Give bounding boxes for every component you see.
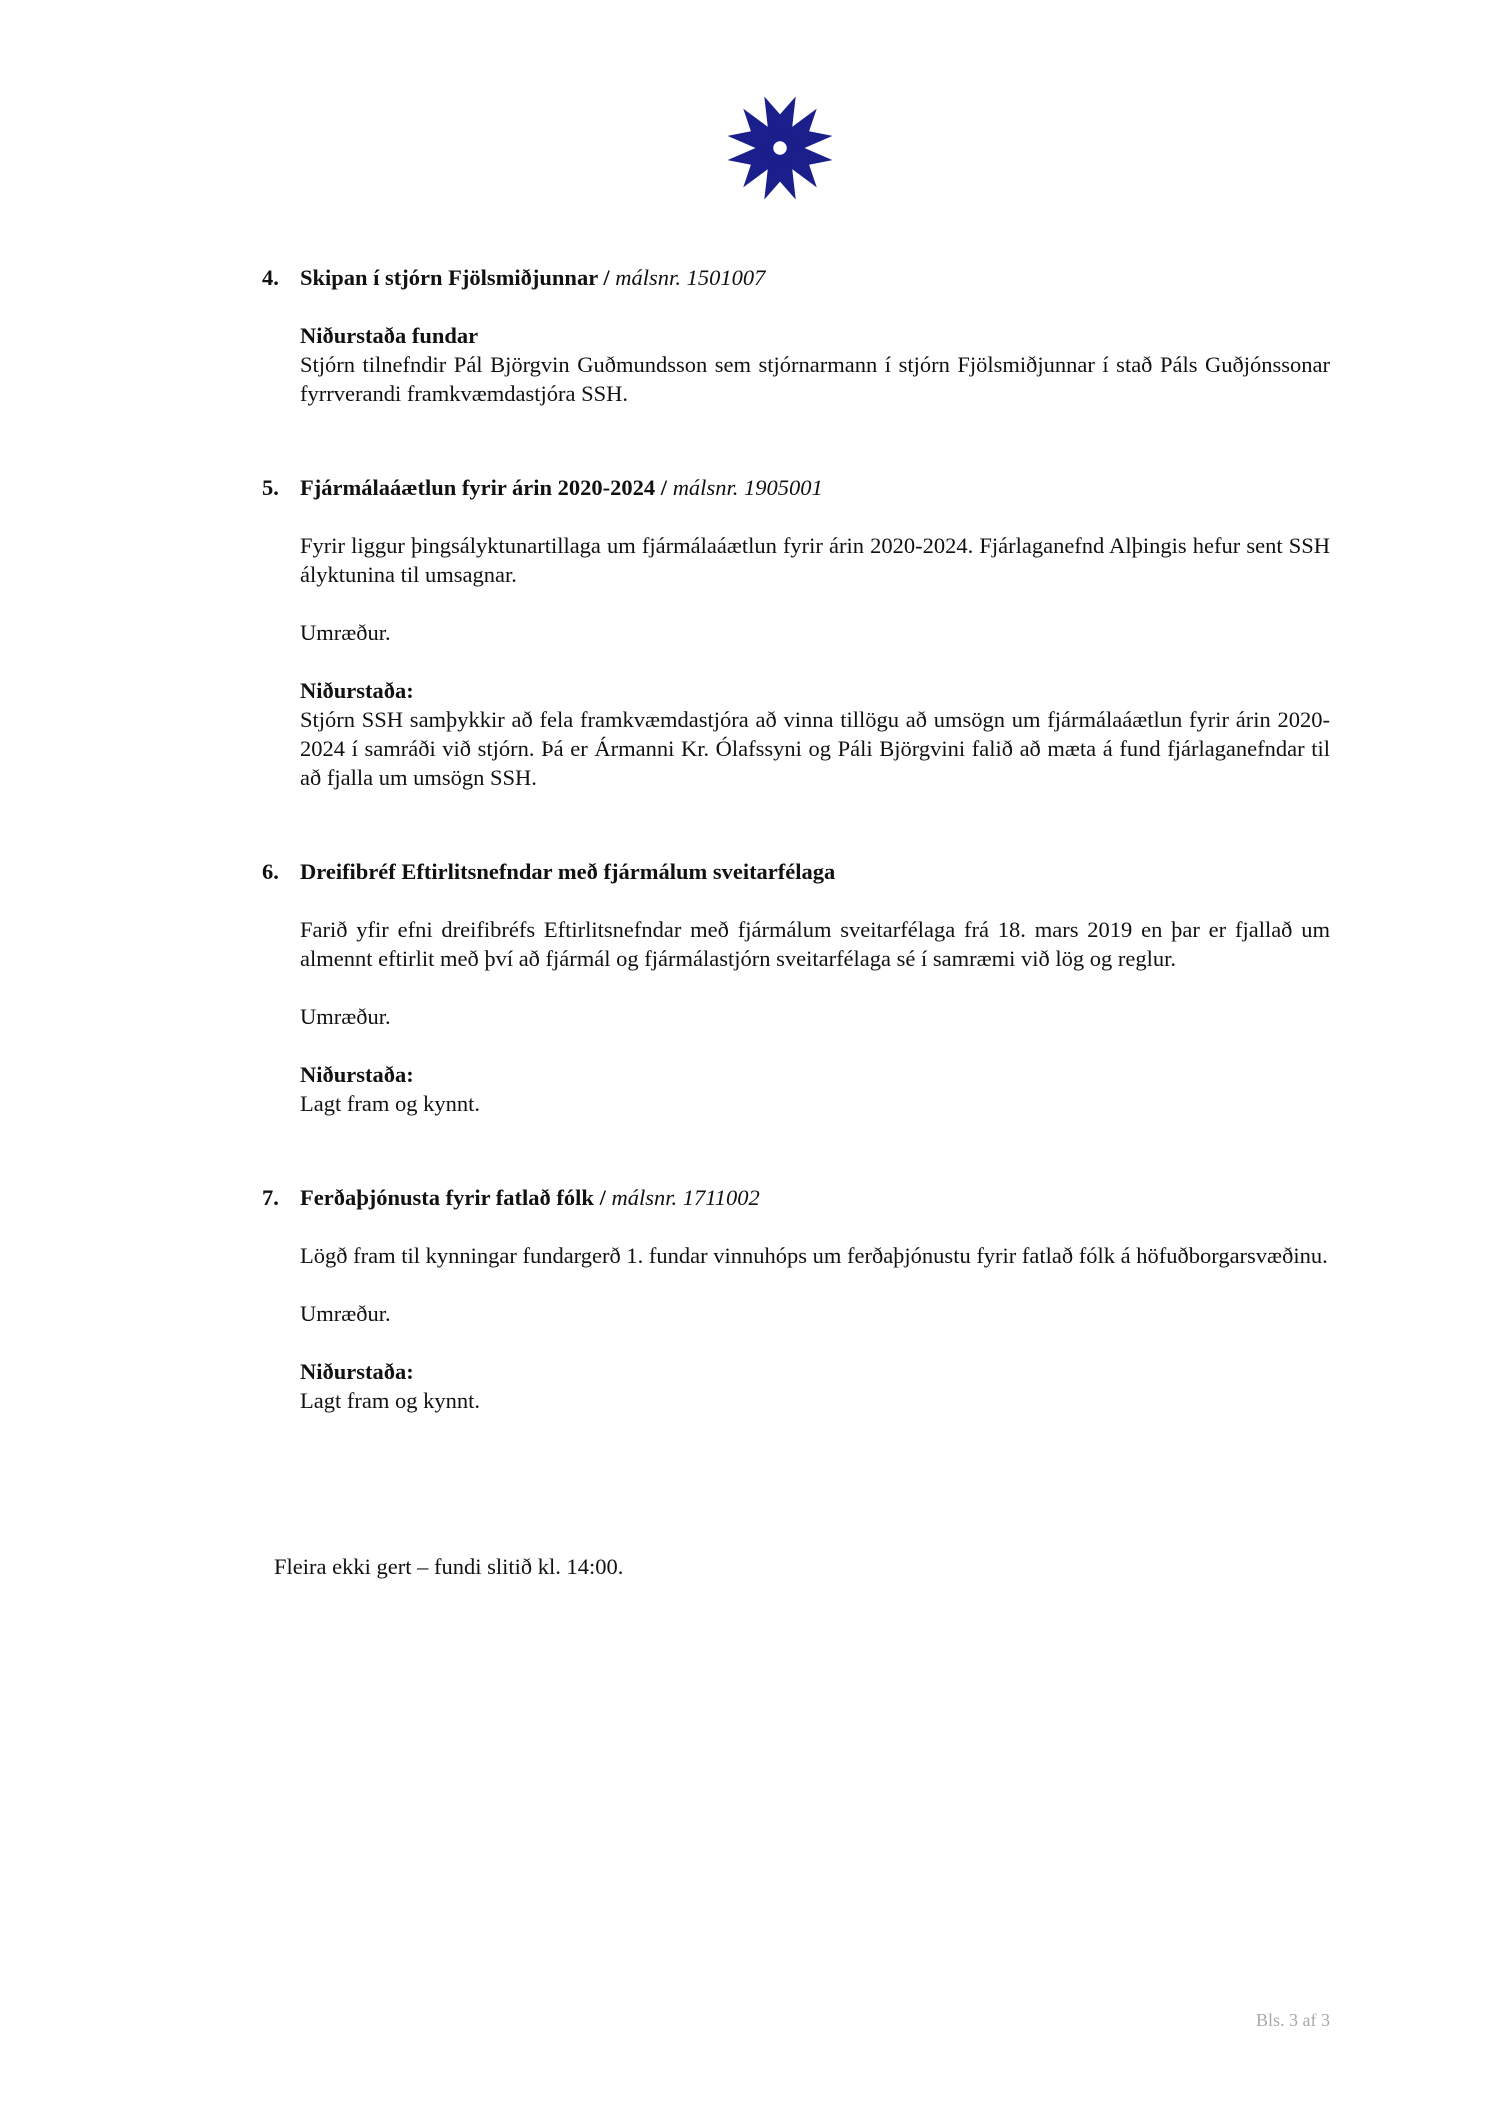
- result-text: Stjórn tilnefndir Pál Björgvin Guðmundsson sem stjórnarmann í stjórn Fjölsmiðjunnar í stað Páls Guðjónssonar fyrrverandi framkvæmdastjóra SSH.: [300, 352, 1330, 406]
- agenda-item-number: 7.: [262, 1185, 279, 1210]
- discussion-text: Umræður.: [300, 620, 391, 645]
- agenda-item-title: [300, 857, 835, 886]
- agenda-item-title: [300, 473, 823, 502]
- intro-text: Fyrir liggur þingsályktunartillaga um fjármálaáætlun fyrir árin 2020-2024. Fjárlaganefnd Alþingis hefur sent SSH ályktunina til umsagnar.: [300, 533, 1330, 587]
- case-number: málsnr. 1711002: [611, 1185, 760, 1210]
- agenda-item-number: 6.: [262, 859, 279, 884]
- title-separator: /: [655, 475, 673, 500]
- title-separator: /: [597, 265, 616, 290]
- agenda-item-body: [300, 1241, 1330, 1415]
- agenda-item-body: [300, 321, 1330, 408]
- snowflake-star-logo: [724, 92, 836, 204]
- agenda-item-body: [300, 531, 1330, 792]
- agenda-item-4: [262, 263, 1330, 408]
- case-number: málsnr. 1501007: [615, 265, 766, 290]
- agenda-item-6: [262, 857, 1330, 1118]
- closing-statement: Fleira ekki gert – fundi slitið kl. 14:00.: [274, 1554, 624, 1579]
- discussion-text: Umræður.: [300, 1004, 391, 1029]
- agenda-item-heading: [262, 263, 1330, 292]
- result-text: Stjórn SSH samþykkir að fela framkvæmdastjóra að vinna tillögu að umsögn um fjármálaáætlun fyrir árin 2020-2024 í samráði við stjórn. Þá er Ármanni Kr. Ólafssyni og Páli Björgvini falið að mæta á fund fjárlaganefndar til að fjalla um umsögn SSH.: [300, 707, 1330, 790]
- result-block: [300, 1060, 1330, 1118]
- agenda-item-title-text: Skipan í stjórn Fjölsmiðjunnar: [300, 265, 598, 290]
- agenda-item-7: [262, 1183, 1330, 1415]
- result-block: [300, 676, 1330, 792]
- agenda-item-body: [300, 915, 1330, 1118]
- agenda-item-title-text: Dreifibréf Eftirlitsnefndar með fjármálum sveitarfélaga: [300, 859, 836, 884]
- page-number: Bls. 3 af 3: [1256, 2010, 1330, 2030]
- minutes-content: [262, 263, 1330, 1480]
- agenda-item-title: [300, 1183, 760, 1212]
- result-text: Lagt fram og kynnt.: [300, 1091, 480, 1116]
- agenda-item-number: 5.: [262, 475, 279, 500]
- result-label: Niðurstaða:: [300, 678, 414, 703]
- result-label: Niðurstaða fundar: [300, 323, 479, 348]
- result-label: Niðurstaða:: [300, 1359, 414, 1384]
- result-block: [300, 321, 1330, 408]
- agenda-item-5: [262, 473, 1330, 792]
- intro-text: Lögð fram til kynningar fundargerð 1. fundar vinnuhóps um ferðaþjónustu fyrir fatlað fólk á höfuðborgarsvæðinu.: [300, 1243, 1328, 1268]
- intro-text: Farið yfir efni dreifibréfs Eftirlitsnefndar með fjármálum sveitarfélaga frá 18. mars 2019 en þar er fjallað um almennt eftirlit með því að fjármál og fjármálastjórn sveitarfélaga sé í samræmi við lög og reglur.: [300, 917, 1330, 971]
- result-text: Lagt fram og kynnt.: [300, 1388, 480, 1413]
- agenda-item-heading: [262, 857, 1330, 886]
- title-separator: /: [593, 1185, 612, 1210]
- agenda-item-heading: [262, 473, 1330, 502]
- result-label: Niðurstaða:: [300, 1062, 414, 1087]
- agenda-item-title-text: Fjármálaáætlun fyrir árin 2020-2024: [300, 475, 656, 500]
- result-block: [300, 1357, 1330, 1415]
- agenda-item-title: [300, 263, 765, 292]
- agenda-item-number: 4.: [262, 265, 279, 290]
- agenda-item-title-text: Ferðaþjónusta fyrir fatlað fólk: [300, 1185, 594, 1210]
- discussion-text: Umræður.: [300, 1301, 391, 1326]
- agenda-item-heading: [262, 1183, 1330, 1212]
- case-number: málsnr. 1905001: [672, 475, 823, 500]
